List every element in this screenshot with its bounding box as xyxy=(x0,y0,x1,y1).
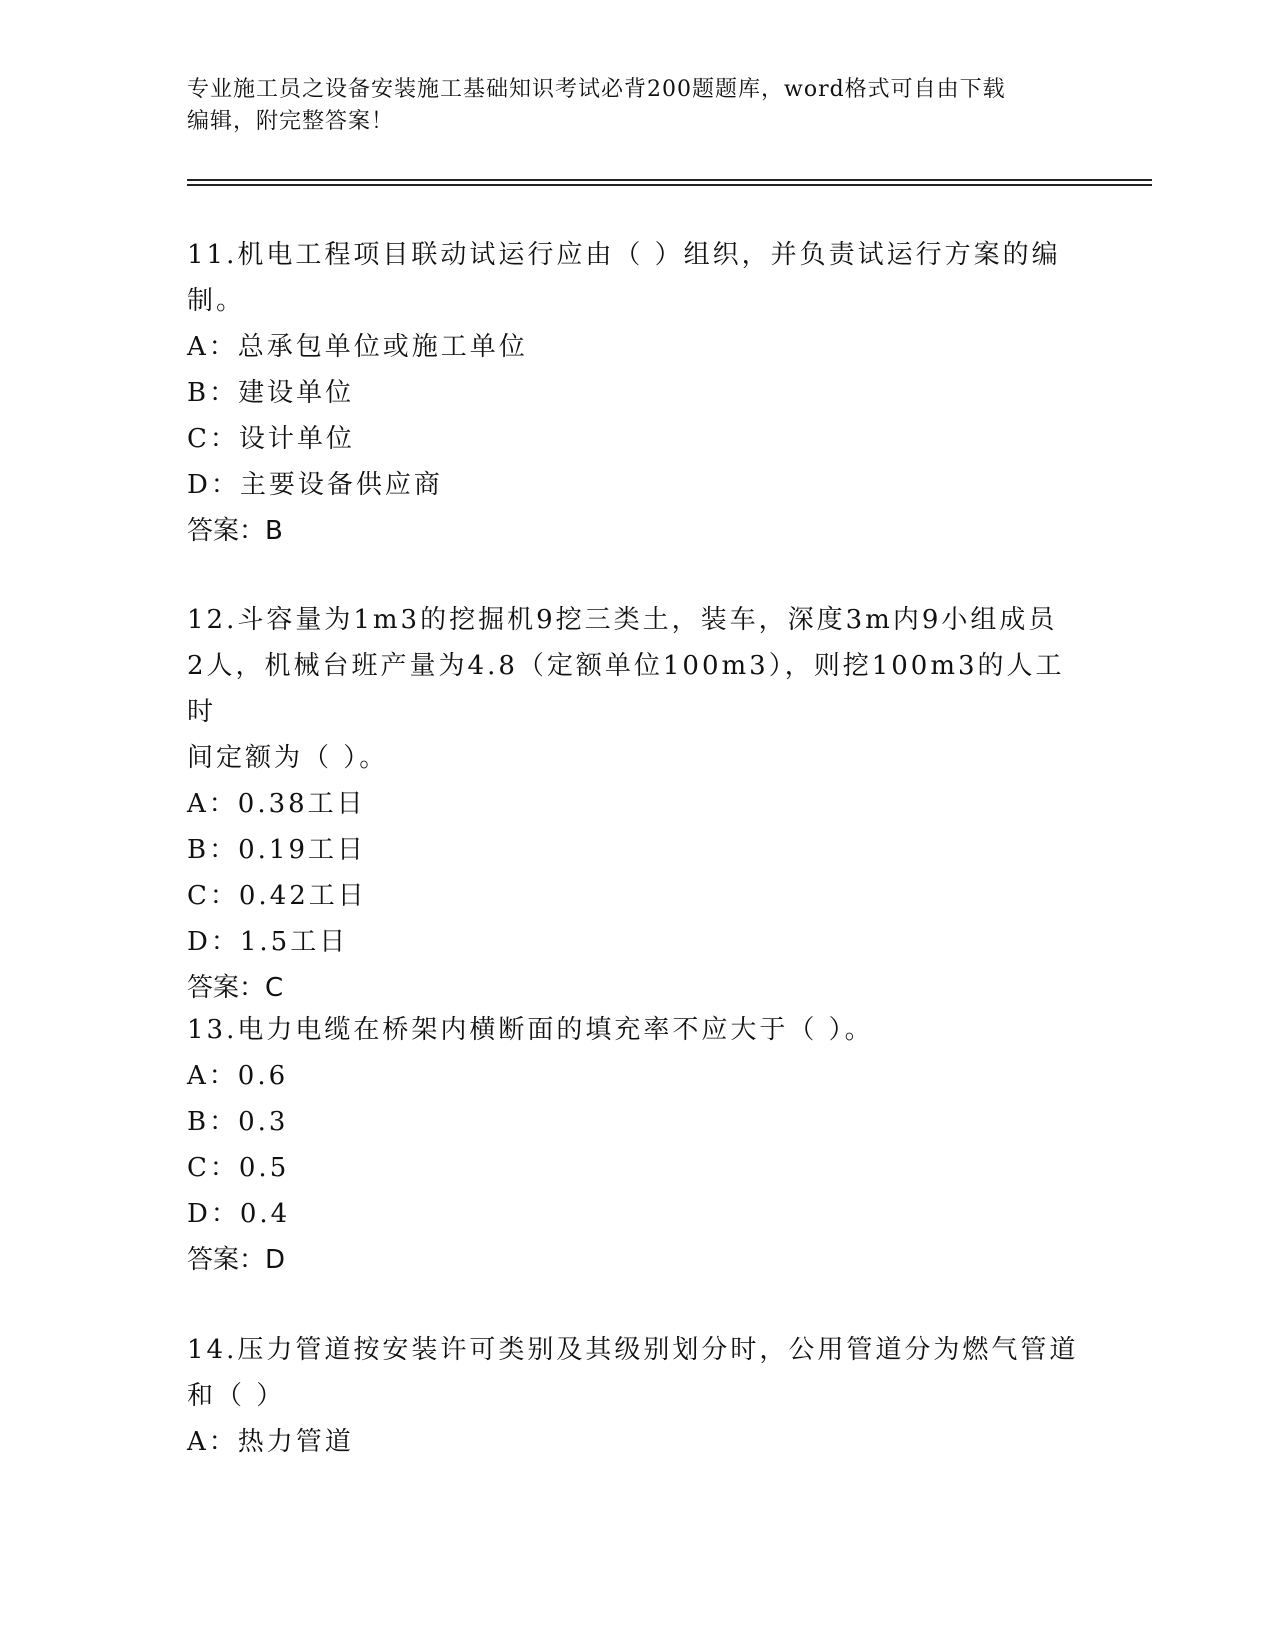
question-11 xyxy=(187,232,1087,554)
question-13 xyxy=(187,1007,1087,1283)
question-stem-line: 和（ ） xyxy=(187,1381,286,1411)
answer: 答案：D xyxy=(187,1245,286,1275)
option-a: A：0.38工日 xyxy=(187,789,366,819)
option-d: D：主要设备供应商 xyxy=(187,470,443,500)
option-c: C：0.5 xyxy=(187,1153,290,1183)
option-d: D：0.4 xyxy=(187,1199,291,1229)
question-stem-line: 11.机电工程项目联动试运行应由（ ）组织，并负责试运行方案的编 xyxy=(187,240,1061,270)
question-stem-line: 间定额为（ ）。 xyxy=(187,743,389,773)
option-c: C：0.42工日 xyxy=(187,881,367,911)
question-stem-line: 制。 xyxy=(187,286,246,316)
header-title-line-2: 编辑，附完整答案！ xyxy=(187,109,395,134)
question-stem-line: 13.电力电缆在桥架内横断面的填充率不应大于（ ）。 xyxy=(187,1015,874,1045)
question-stem-line: 12.斗容量为1m3的挖掘机9挖三类土，装车，深度3m内9小组成员 xyxy=(187,605,1058,635)
header-divider-bottom xyxy=(187,184,1152,186)
option-a: A：总承包单位或施工单位 xyxy=(187,332,528,362)
question-stem-line: 14.压力管道按安装许可类别及其级别划分时，公用管道分为燃气管道 xyxy=(187,1335,1079,1365)
question-14 xyxy=(187,1327,1087,1465)
question-12 xyxy=(187,597,1087,1011)
option-c: C：设计单位 xyxy=(187,424,355,454)
option-d: D：1.5工日 xyxy=(187,927,349,957)
document-header xyxy=(187,74,1087,138)
header-title-line-1: 专业施工员之设备安装施工基础知识考试必背200题题库，word格式可自由下载 xyxy=(187,77,1006,102)
question-stem-line: 2人，机械台班产量为4.8（定额单位100m3），则挖100m3的人工时 xyxy=(187,651,1065,727)
option-a: A：0.6 xyxy=(187,1061,289,1091)
answer: 答案：C xyxy=(187,973,284,1003)
option-b: B：建设单位 xyxy=(187,378,355,408)
option-b: B：0.3 xyxy=(187,1107,289,1137)
option-b: B：0.19工日 xyxy=(187,835,366,865)
answer: 答案：B xyxy=(187,516,283,546)
option-a: A：热力管道 xyxy=(187,1427,354,1457)
header-divider-top xyxy=(187,179,1152,181)
